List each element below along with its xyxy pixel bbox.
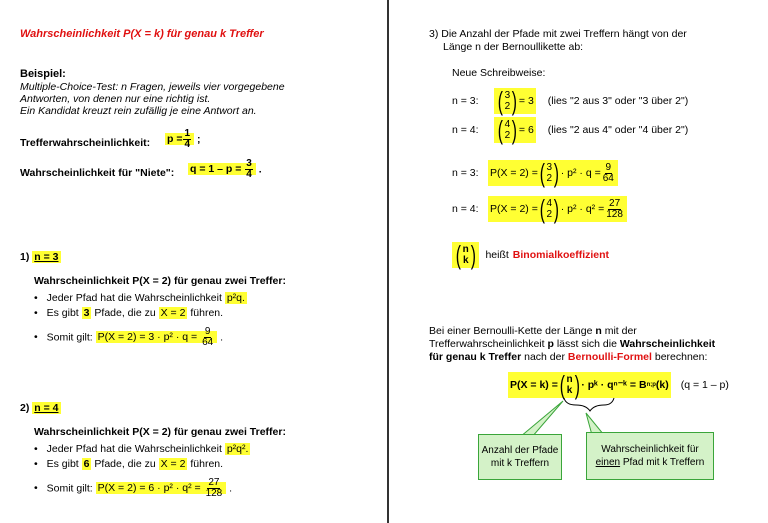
niete-label: Wahrscheinlichkeit für "Niete": <box>20 167 175 179</box>
formula-pre: P(X = k) = <box>510 379 558 391</box>
bern-line1 <box>429 325 637 337</box>
bern-line2 <box>429 338 715 350</box>
bern-p: p <box>547 338 554 350</box>
binom-n: n <box>462 243 469 255</box>
row3-pre: P(X = 2) = <box>490 167 538 179</box>
row2-n: n = 4: <box>452 124 479 136</box>
row1-bot: 2 <box>504 101 511 112</box>
bern-line1a: Bei einer Bernoulli-Kette der Länge <box>429 325 593 337</box>
binom-row2: n = 4: ( 4 2 ) = 6 (lies "2 aus 4" oder "4 über 2") <box>452 115 689 145</box>
treffer-label: Trefferwahrscheinlichkeit: <box>20 137 151 149</box>
binom-k: k <box>462 255 469 266</box>
formula-k: k <box>566 385 573 396</box>
callout1-pointer <box>520 401 563 437</box>
row2-val: = 6 <box>518 124 534 136</box>
q-num: 3 <box>246 158 252 169</box>
neue-schreibweise: Neue Schreibweise: <box>452 67 546 79</box>
case1-n: n = 3 <box>34 251 59 263</box>
case2-bullet1-expr: p²q². <box>226 443 249 455</box>
row4-den: 128 <box>606 208 623 220</box>
callout-wahrscheinlichkeit <box>586 432 714 480</box>
bern-line1b: mit der <box>604 325 637 337</box>
case2-expr: P(X = 2) = 6 · p² · q² = <box>97 482 201 495</box>
case1-frac-num: 9 <box>204 326 211 337</box>
row4-bot: 2 <box>546 209 553 220</box>
p-den: 4 <box>184 139 191 150</box>
point3-line1: 3) Die Anzahl der Pfade mit zwei Treffern hängt von der <box>429 28 687 40</box>
row1-read: (lies "2 aus 3" oder "3 über 2") <box>547 95 689 107</box>
case1-bullet2-mid: Pfade, die zu <box>94 307 156 319</box>
row4-n: n = 4: <box>452 203 479 215</box>
q-eq: q = 1 – p = <box>190 163 242 176</box>
beispiel-line1: Multiple-Choice-Test: n Fragen, jeweils vier vorgegebene <box>20 81 285 93</box>
left-title: Wahrscheinlichkeit P(X = k) für genau k Treffer <box>20 28 264 40</box>
case1-bullet2-post: führen. <box>190 307 224 319</box>
bern-formel: Bernoulli-Formel <box>567 351 652 363</box>
case1-bullet2-num: 3 <box>83 307 90 319</box>
beispiel-line2: Antworten, von denen nur eine richtig ist. <box>20 93 211 105</box>
case1-bullet2 <box>34 307 223 319</box>
case1-heading: Wahrscheinlichkeit P(X = 2) für genau zwei Treffer: <box>34 275 286 287</box>
binomialkoeffizient: Binomialkoeffizient <box>512 249 610 261</box>
callout-anzahl: Anzahl der Pfade mit k Treffern <box>478 434 562 480</box>
row1-top: 3 <box>504 89 511 101</box>
case1-bullet3: • Somit gilt: P(X = 2) = 3 · p² · q = $\frac{9}{64}$ . <box>34 327 223 348</box>
bern-line3a: für genau k Treffer <box>429 351 522 363</box>
bern-line2a: Trefferwahrscheinlichkeit <box>429 338 545 350</box>
p-definition: p = $\frac{1}{4}$ ; <box>167 128 201 150</box>
bern-n: n <box>595 325 602 337</box>
case2-bullet1-text: Jeder Pfad hat die Wahrscheinlichkeit <box>46 443 222 455</box>
case2-bullet3: • Somit gilt: P(X = 2) = 6 · p² · q² = $\frac{27}{128}$ . <box>34 478 232 499</box>
row3-top: 3 <box>546 161 553 173</box>
case2-frac-den: 128 <box>205 488 223 499</box>
case2-bullet3-pre: Somit gilt: <box>46 482 93 495</box>
case2-frac-num: 27 <box>208 477 220 488</box>
case1-bullet2-pre: Es gibt <box>46 307 79 319</box>
row3-n: n = 3: <box>452 167 479 179</box>
case2-bullet1 <box>34 443 250 455</box>
row4-top: 4 <box>546 197 553 209</box>
brace-shape <box>564 398 614 411</box>
row1-n: n = 3: <box>452 95 479 107</box>
bernoulli-formula: P(X = k) = ( n k ) · pᵏ · qⁿ⁻ᵏ = B n;p (k) (q = 1 – p) <box>510 370 729 400</box>
row2-read: (lies "2 aus 4" oder "4 über 2") <box>547 124 689 136</box>
case1-bullet2-x: X = 2 <box>160 307 186 319</box>
point3-line2: Länge n der Bernoullikette ab: <box>443 41 584 53</box>
bern-line2b: lässt sich die <box>556 338 617 350</box>
beispiel-label: Beispiel: <box>20 68 66 80</box>
q-definition: q = 1 – p = $\frac{3}{4}$ . <box>190 158 262 180</box>
prob-row3: n = 3: P(X = 2) = ( 3 2 ) · p² · q = $\frac{9}{64}$ <box>452 160 618 186</box>
case2-number: 2) <box>20 402 30 414</box>
case1-number: 1) <box>20 251 30 263</box>
case1-frac-den: 64 <box>202 337 214 348</box>
row1-val: = 3 <box>518 95 534 107</box>
prob-row4: n = 4: P(X = 2) = ( 4 2 ) · p² · q² = $\frac{27}{128}$ <box>452 196 627 222</box>
binomialkoeffizient-row: ( n k ) heißt Binomialkoeffizient <box>452 242 609 268</box>
callout2-a: Wahrscheinlichkeit für <box>601 444 699 455</box>
case1-bullet3-pre: Somit gilt: <box>46 331 93 344</box>
bern-line3c: berechnen: <box>654 351 708 363</box>
formula-post: = B <box>629 379 647 391</box>
p-eq: p = <box>167 133 183 146</box>
callout2-b: Pfad mit k Treffern <box>622 457 705 468</box>
bern-line3b: nach der <box>524 351 565 363</box>
formula-mid: · pᵏ · qⁿ⁻ᵏ <box>581 379 627 391</box>
bern-wahr: Wahrscheinlichkeit <box>619 338 716 350</box>
callout2-u: einen <box>595 457 621 468</box>
bern-line3 <box>429 351 707 363</box>
case2-bullet2-post: führen. <box>190 458 224 470</box>
heisst: heißt <box>485 249 509 261</box>
row3-den: 64 <box>602 172 614 184</box>
case1-header <box>20 251 61 263</box>
case2-n: n = 4 <box>34 402 59 414</box>
formula-end: (k) <box>655 379 669 391</box>
page-divider <box>387 0 389 523</box>
case2-bullet2-pre: Es gibt <box>46 458 79 470</box>
q-den: 4 <box>246 169 252 180</box>
row4-post: · p² · q² = <box>560 203 605 215</box>
row4-num: 27 <box>609 197 621 209</box>
beispiel-line3: Ein Kandidat kreuzt rein zufällig je eine Antwort an. <box>20 105 257 117</box>
row3-post: · p² · q = <box>560 167 601 179</box>
case2-heading: Wahrscheinlichkeit P(X = 2) für genau zwei Treffer: <box>34 426 286 438</box>
formula-n: n <box>566 373 573 385</box>
q-note: (q = 1 – p) <box>680 379 729 391</box>
case2-bullet2-x: X = 2 <box>160 458 186 470</box>
case2-bullet2-num: 6 <box>83 458 90 470</box>
case1-bullet1-expr: p²q. <box>226 292 245 304</box>
case2-bullet2 <box>34 458 223 470</box>
formula-sub: n;p <box>646 382 656 388</box>
case2-header <box>20 402 61 414</box>
case1-expr: P(X = 2) = 3 · p² · q = <box>97 331 198 344</box>
row2-bot: 2 <box>504 130 511 141</box>
case1-bullet1-text: Jeder Pfad hat die Wahrscheinlichkeit <box>46 292 222 304</box>
p-num: 1 <box>184 128 191 139</box>
row3-bot: 2 <box>546 173 553 184</box>
row4-pre: P(X = 2) = <box>490 203 538 215</box>
case2-bullet2-mid: Pfade, die zu <box>94 458 156 470</box>
row2-top: 4 <box>504 118 511 130</box>
case1-bullet1 <box>34 292 247 304</box>
binom-row1: n = 3: ( 3 2 ) = 3 (lies "2 aus 3" oder "3 über 2") <box>452 86 689 116</box>
row3-num: 9 <box>605 161 612 173</box>
